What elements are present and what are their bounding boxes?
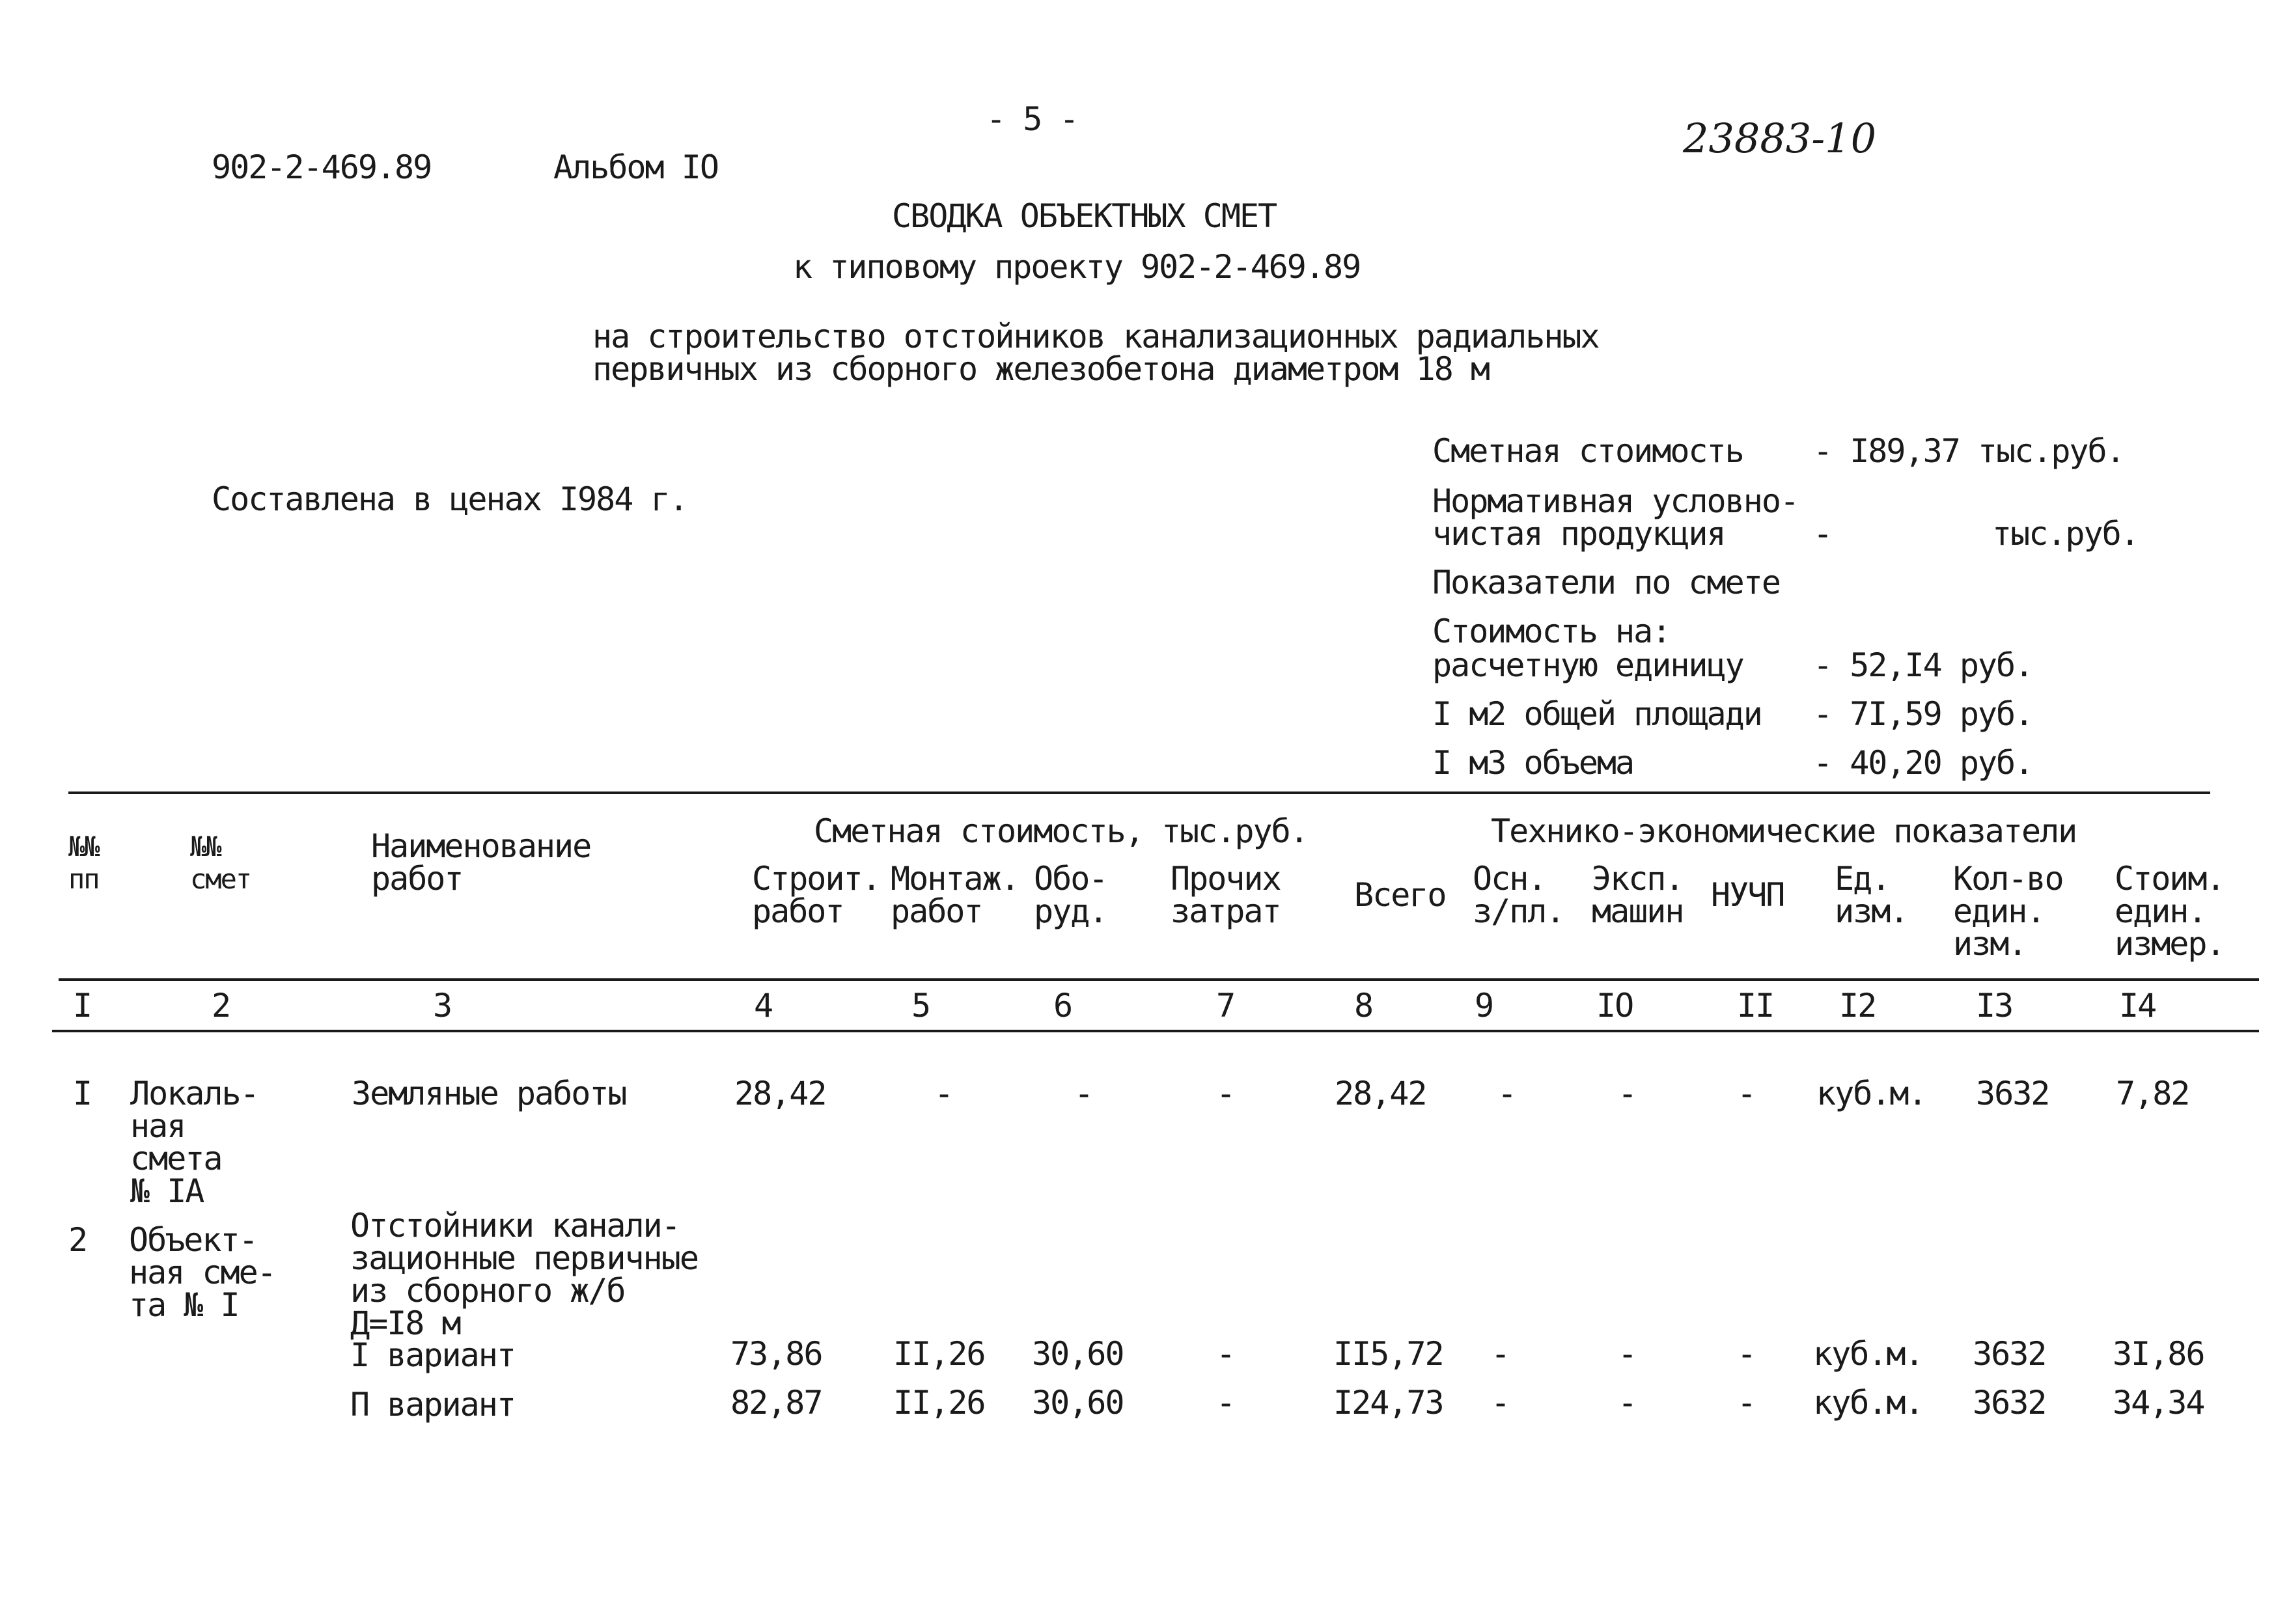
- row-c11: -: [1737, 1075, 1756, 1112]
- col-header-9: Осн. з/пл.: [1473, 860, 1564, 930]
- row-name: Земляные работы: [352, 1075, 626, 1112]
- row-c9: -: [1497, 1075, 1516, 1112]
- col-header-4: Строит. работ: [752, 860, 880, 930]
- row-c6: 30,60: [1032, 1384, 1124, 1422]
- title-line-1: СВОДКА ОБЪЕКТНЫХ СМЕТ: [892, 197, 1277, 235]
- col-header-smet: №№ смет: [190, 831, 251, 895]
- per-m2-label: I м2 общей площади: [1432, 695, 1762, 733]
- album-label: Альбом IO: [553, 148, 718, 186]
- row-c7: -: [1216, 1075, 1235, 1112]
- row-c5: II,26: [893, 1384, 985, 1422]
- col-header-11: НУЧП: [1711, 876, 1784, 914]
- norm-label-1: Нормативная условно-: [1432, 482, 1799, 520]
- project-code: 902-2-469.89: [212, 148, 432, 186]
- col-number: IO: [1596, 987, 1633, 1025]
- row-c4: 82,87: [730, 1384, 822, 1422]
- row-c5: II,26: [893, 1335, 985, 1373]
- cost-group-header: Сметная стоимость, тыс.руб.: [814, 812, 1308, 850]
- cost-label: Сметная стоимость: [1432, 432, 1743, 470]
- row-c9: -: [1491, 1384, 1510, 1422]
- col-number: 6: [1053, 987, 1072, 1025]
- page-number: - 5 -: [986, 100, 1078, 138]
- col-number: 4: [754, 987, 773, 1025]
- prices-note: Составлена в ценах I984 г.: [212, 480, 687, 518]
- cost-on-label: Стоимость на:: [1432, 612, 1671, 650]
- row-c14: 7,82: [2116, 1075, 2189, 1112]
- document-number: 23883-10: [1683, 115, 1877, 162]
- col-number: 8: [1354, 987, 1373, 1025]
- col-header-12: Ед. изм.: [1835, 860, 1908, 930]
- title-line-4: первичных из сборного железобетона диаметром 18 м: [592, 350, 1490, 388]
- row-c10: -: [1618, 1075, 1637, 1112]
- table-numbers-rule: [52, 1030, 2259, 1032]
- cost-value: - I89,37 тыс.руб.: [1813, 432, 2124, 470]
- title-line-3: на строительство отстойников канализационных радиальных: [592, 318, 1599, 355]
- row-c11: -: [1737, 1384, 1756, 1422]
- row-c12: куб.м.: [1816, 1075, 1926, 1112]
- row-name: I вариант: [350, 1336, 515, 1374]
- norm-label-2: чистая продукция: [1432, 515, 1725, 553]
- row-c10: -: [1618, 1335, 1637, 1373]
- row-c5: -: [934, 1075, 953, 1112]
- row-c8: II5,72: [1333, 1335, 1443, 1373]
- col-number: I4: [2119, 987, 2156, 1025]
- col-header-5: Монтаж. работ: [891, 860, 1019, 930]
- row-c7: -: [1216, 1384, 1235, 1422]
- col-number: II: [1737, 987, 1774, 1025]
- per-m3-label: I м3 объема: [1432, 744, 1634, 782]
- col-number: I: [73, 987, 92, 1025]
- per-m3-value: - 40,20 руб.: [1813, 744, 2033, 782]
- row-c12: куб.м.: [1813, 1335, 1923, 1373]
- col-number: 2: [212, 987, 230, 1025]
- title-line-2: к типовому проекту 902-2-469.89: [793, 248, 1361, 286]
- col-header-nn: №№ пп: [68, 831, 99, 895]
- col-header-name: Наименование работ: [371, 827, 591, 898]
- row-c12: куб.м.: [1813, 1384, 1923, 1422]
- row-c8: 28,42: [1335, 1075, 1426, 1112]
- col-header-6: Обо- руд.: [1034, 860, 1107, 930]
- row-c13: 3632: [1973, 1384, 2046, 1422]
- row-name: П вариант: [350, 1386, 515, 1424]
- indicators-label: Показатели по смете: [1432, 564, 1780, 601]
- per-unit-label: расчетную единицу: [1432, 646, 1743, 684]
- col-number: I2: [1839, 987, 1876, 1025]
- row-c14: 34,34: [2113, 1384, 2204, 1422]
- row-c14: 3I,86: [2113, 1335, 2204, 1373]
- row-name: Отстойники канали- зационные первичные из сборного ж/б Д=I8 м: [350, 1207, 698, 1342]
- col-header-10: Эксп. машин: [1592, 860, 1684, 930]
- col-number: 9: [1475, 987, 1493, 1025]
- col-number: I3: [1976, 987, 2013, 1025]
- col-header-7: Прочих затрат: [1171, 860, 1281, 930]
- row-nn: 2: [68, 1221, 87, 1259]
- row-c11: -: [1737, 1335, 1756, 1373]
- row-c4: 73,86: [730, 1335, 822, 1373]
- row-c8: I24,73: [1333, 1384, 1443, 1422]
- table-top-rule: [68, 791, 2210, 794]
- row-c10: -: [1618, 1384, 1637, 1422]
- table-header-rule: [59, 978, 2259, 981]
- col-number: 5: [911, 987, 930, 1025]
- col-header-8: Всего: [1354, 876, 1446, 914]
- row-c4: 28,42: [734, 1075, 826, 1112]
- row-c9: -: [1491, 1335, 1510, 1373]
- row-smeta: Объект- ная сме- та № I: [129, 1221, 275, 1324]
- row-c7: -: [1216, 1335, 1235, 1373]
- col-number: 3: [433, 987, 452, 1025]
- col-number: 7: [1216, 987, 1235, 1025]
- tech-group-header: Технико-экономические показатели: [1491, 812, 2077, 850]
- row-nn: I: [73, 1075, 92, 1112]
- row-c6: -: [1074, 1075, 1093, 1112]
- row-c13: 3632: [1973, 1335, 2046, 1373]
- norm-unit: тыс.руб.: [1992, 515, 2139, 553]
- row-smeta: Локаль- ная смета № IA: [130, 1075, 258, 1210]
- row-c13: 3632: [1976, 1075, 2049, 1112]
- col-header-14: Стоим. един. измер.: [2115, 860, 2225, 963]
- col-header-13: Кол-во един. изм.: [1953, 860, 2063, 963]
- norm-dash: -: [1813, 515, 1832, 553]
- per-unit-value: - 52,I4 руб.: [1813, 646, 2033, 684]
- row-c6: 30,60: [1032, 1335, 1124, 1373]
- per-m2-value: - 7I,59 руб.: [1813, 695, 2033, 733]
